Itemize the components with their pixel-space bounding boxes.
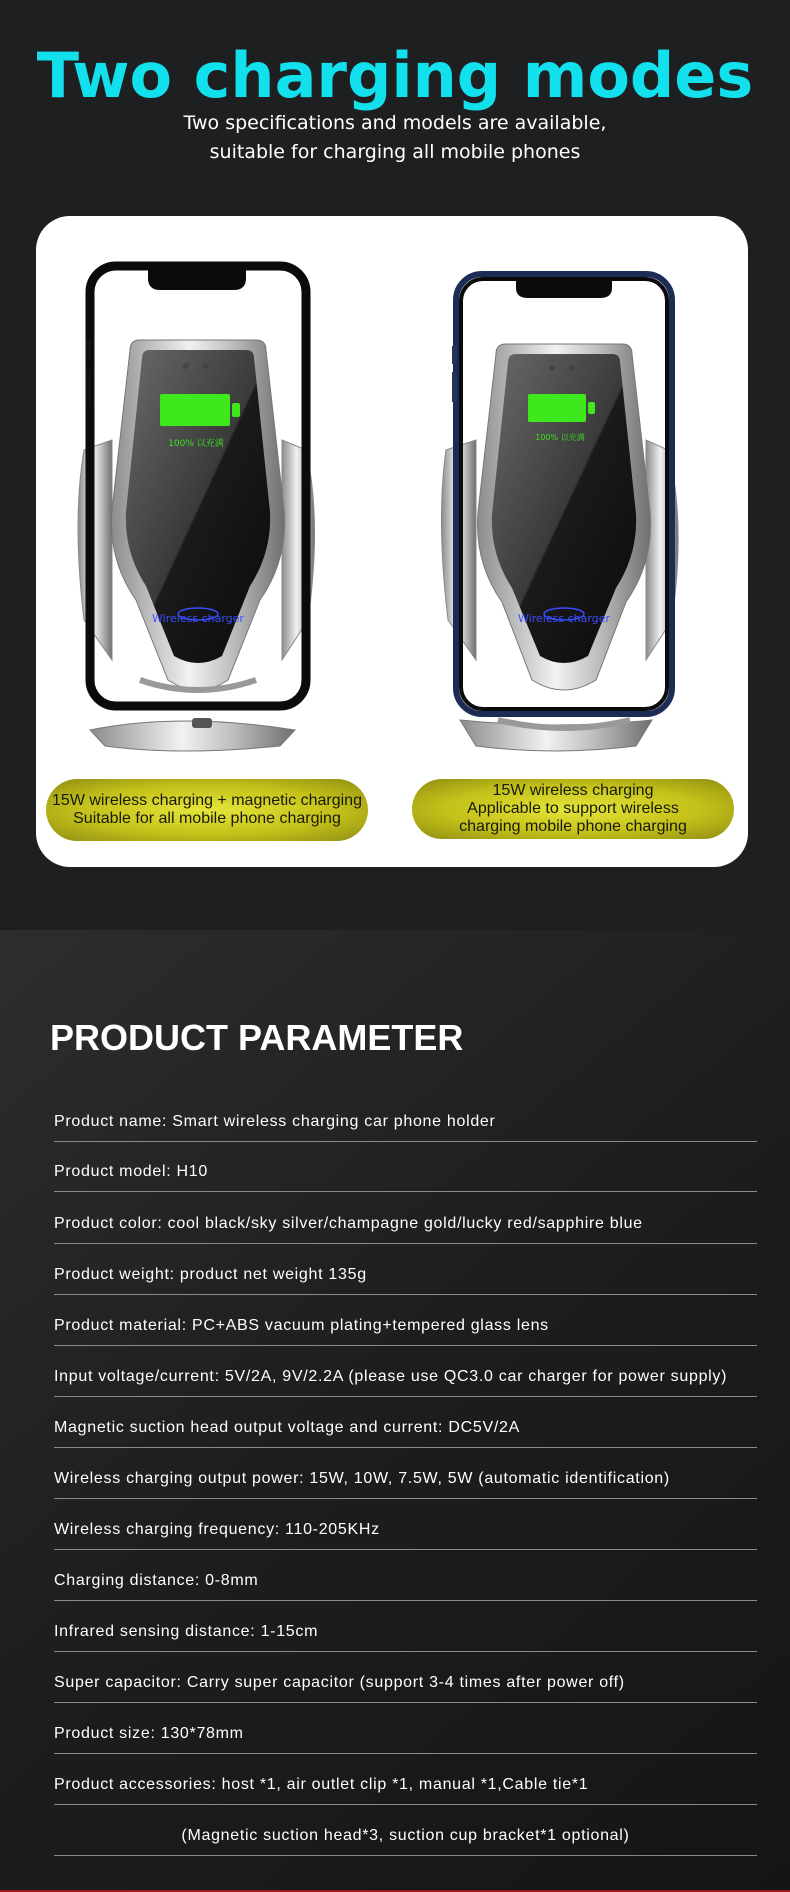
parameter-row: Product accessories: host *1, air outlet clip *1, manual *1,Cable tie*1 [54, 1776, 757, 1805]
parameter-row: Infrared sensing distance: 1-15cm [54, 1623, 757, 1652]
parameter-row: Input voltage/current: 5V/2A, 9V/2.2A (please use QC3.0 car charger for power supply) [54, 1368, 757, 1397]
parameter-row: Product model: H10 [54, 1163, 757, 1192]
product-image-magnetic [70, 260, 360, 760]
parameter-row: Product color: cool black/sky silver/champagne gold/lucky red/sapphire blue [54, 1215, 757, 1244]
parameter-row: Product size: 130*78mm [54, 1725, 757, 1754]
product-label-line: Suitable for all mobile phone charging [73, 810, 341, 827]
hero-subtitle-line-1: Two specifications and models are available, [183, 112, 607, 134]
product-image-wireless [436, 260, 726, 760]
screen-logo-text: Wireless charger [152, 612, 244, 625]
parameter-row: Wireless charging output power: 15W, 10W, 7.5W, 5W (automatic identification) [54, 1470, 757, 1499]
screen-logo-text: Wireless charger [518, 612, 610, 625]
parameter-row: Product material: PC+ABS vacuum plating+tempered glass lens [54, 1317, 757, 1346]
product-label-line: Applicable to support wireless [467, 800, 679, 817]
parameter-row: Wireless charging frequency: 110-205KHz [54, 1521, 757, 1550]
screen-charge-text: 100% 以充满 [168, 439, 224, 449]
parameter-row: Magnetic suction head output voltage and current: DC5V/2A [54, 1419, 757, 1448]
product-label-line: 15W wireless charging [492, 782, 654, 799]
parameter-row-optional: (Magnetic suction head*3, suction cup bracket*1 optional) [54, 1827, 757, 1856]
hero-section [0, 0, 790, 930]
hero-title: Two charging modes [36, 39, 754, 112]
parameter-row: Super capacitor: Carry super capacitor (support 3-4 times after power off) [54, 1674, 757, 1703]
product-label-wireless [412, 779, 734, 839]
products-card [36, 216, 748, 867]
product-label-magnetic [46, 779, 368, 841]
product-label-line: 15W wireless charging + magnetic charging [52, 792, 362, 809]
screen-charge-text: 100% 以充满 [535, 433, 585, 442]
parameter-heading: PRODUCT PARAMETER [50, 1017, 464, 1058]
product-label-line: charging mobile phone charging [459, 818, 687, 835]
parameter-row: Product weight: product net weight 135g [54, 1266, 757, 1295]
parameter-row: Product name: Smart wireless charging car phone holder [54, 1113, 757, 1142]
hero-subtitle-line-2: suitable for charging all mobile phones [209, 141, 581, 163]
parameter-row: Charging distance: 0-8mm [54, 1572, 757, 1601]
